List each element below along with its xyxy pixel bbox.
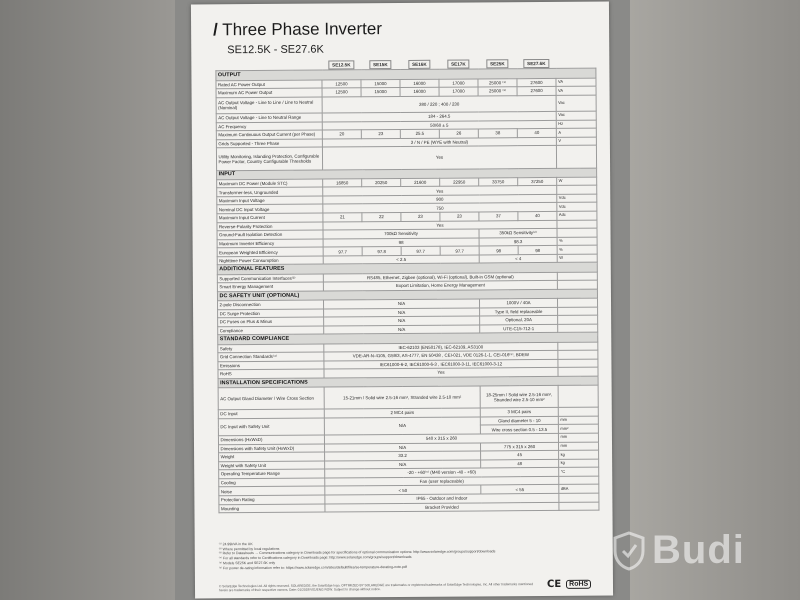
table-row: Protection Rating IP65 - Outdoor and Indoor [219,493,599,504]
page-subtitle: SE12.5K - SE27.6K [227,43,324,57]
table-row: DC Surge Protection N/A Type II, field replaceable [218,307,598,318]
table-row: AC Output Voltage - Line to Line / Line to Neutral (Nominal) 380 / 220 ; 400 / 230 Vac [216,95,596,114]
table-row: Cooling Fan (user replaceable) [219,476,599,487]
table-row: Nighttime Power Consumption < 2.5 < 4 W [217,254,597,265]
table-row: Safety IEC-62103 (EN50178), IEC-62109, AS3100 [218,342,598,353]
table-row: 2-pole Disconnection N/A 1000V / 40A [218,298,598,309]
page-title: / Three Phase Inverter [213,19,383,40]
table-row: Grids Supported - Three Phase 3 / N / PE (WYE with Neutral) V [216,137,596,148]
table-row: Transformer-less, Ungrounded Yes [217,185,597,196]
table-row: Dimensions (HxWxD) 540 x 315 x 260 mm [218,433,598,444]
table-row: DC Fuses on Plus & Minus N/A Optional, 20A [218,315,598,326]
footnote: ⁽⁴⁾ For all standards refer to Certifications category in Downloads page: http://www.solaredge.com/groups/support/downloads [218,555,412,561]
table-row: Mounting Bracket Provided [219,502,599,513]
section-dc-safety-unit: DC SAFETY UNIT (OPTIONAL) [217,289,597,301]
model-se15k: SE15K [369,60,392,69]
table-row: Weight with Safety Unit N/A 48 kg [219,459,599,470]
section-input: INPUT [217,168,597,180]
certification-marks [547,579,591,590]
watermark [612,528,745,573]
table-row: Reverse-Polarity Protection Yes [217,220,597,231]
table-row: AC Output Voltage - Line to Neutral Range 184 - 264.5 Vac [216,111,596,122]
watermark-text: Budi [652,528,745,572]
table-row: Maximum Input Voltage 900 Vdc [217,194,597,205]
table-row: Operating Temperature Range -20 - +60⁽⁶⁾ (M40 version -40 - +60) °C [219,467,599,478]
footnotes [219,540,599,571]
table-row: Maximum Input Current 21 22 23 23 37 40 Adc [217,211,597,222]
table-row: Rated AC Power Output 12500 15000 16000 17000 25000 ⁽¹⁾ 27600 VA [216,78,596,89]
rohs-mark-icon: RoHS [566,580,591,589]
table-row: Grid Connection Standards⁽⁴⁾ VDE-AR-N-4105, G59/3, AS-4777, EN 50438 , CEI-021, VDE 0126-1-1, CEI-016⁽⁵⁾, BDEW [218,350,598,361]
section-output: OUTPUT [216,69,596,81]
table-row: Emissions IEC61000-6-2, IEC61000-6-3 , IEC61000-3-11, IEC61000-3-12 [218,359,598,370]
datasheet-page [191,2,613,599]
table-row: Maximum Continuous Output Current (per Phase) 20 23 25.5 26 38 40 A [216,128,596,139]
copyright-notice: © SolarEdge Technologies Ltd. All rights reserved. SOLAREDGE, the SolarEdge logo, OPTIMIZED BY SOLAREDGE are trademarks or registered trademarks of SolarEdge Technologies, Inc. All other trademarks mentioned herein are trademarks of their respective owners. Date: 01/2018/V01/ENG ROW. Subject to change without notice. [218,582,533,593]
background-left [0,0,175,600]
table-row: Compliance N/A UTE-C15-712-1 [218,324,598,335]
footnote: ⁽⁵⁾ Models SE25K and SE27.6K only [218,560,276,566]
ce-mark-icon: CE [546,578,562,590]
table-row: Supported Communication Interfaces⁽³⁾ RS485, Ethernet, Zigbee (optional), Wi-Fi (optional), Built-in GSM (optional) [217,272,597,283]
table-row: Smart Energy Management Export Limitation, Home Energy Management [217,280,597,291]
model-se17k: SE17K [447,59,470,68]
table-row: Ground-Fault Isolation Detection 700kΩ Sensitivity 350kΩ Sensitivity⁽²⁾ [217,228,597,239]
section-additional-features: ADDITIONAL FEATURES [217,263,597,275]
shield-logo-icon [612,531,646,571]
table-row: Maximum AC Power Output 12500 15000 16000 17000 25000 ⁽¹⁾ 27600 VA [216,86,596,97]
table-row: RoHS Yes [218,367,598,378]
table-row: AC Frequency 50/60 ± 5 Hz [216,120,596,131]
footnote: ⁽²⁾ Where permitted by local regulations [218,546,280,552]
table-row: DC Input 2 MC4 pairs 3 MC4 pairs [218,407,598,418]
model-se27-6k: SE27.6K [523,59,549,68]
table-row: DC Input with Safety Unit N/A Gland diameter 5 - 10 mm [218,416,598,427]
model-se16k: SE16K [408,59,431,68]
footnote: ⁽³⁾ Refer to Datasheets → Communications category in Downloads page for specifications of optional communication options: http://www.solaredge.com/groups/support/downloads [218,549,496,556]
table-row: Wire cross section 0.5 - 13.5 mm² [218,424,598,435]
spec-table [215,58,599,514]
table-row: Dimensions with Safety Unit (HxWxD) N/A 775 x 315 x 260 mm [219,442,599,453]
table-row: Nominal DC Input Voltage 750 Vdc [217,203,597,214]
table-row: Maximum Inverter Efficiency 98 98.3 % [217,237,597,248]
table-row: Maximum DC Power (Module STC) 16850 20250 21600 22950 33750 37250 W [217,177,597,188]
table-row: Weight 33.2 45 kg [219,450,599,461]
footnote: ⁽¹⁾ 24.99kVA in the UK [218,542,253,547]
background-right [630,0,800,600]
table-row: Noise < 50 < 55 dBA [219,485,599,496]
table-row: European Weighted Efficiency 97.7 97.8 97.7 97.7 98 98 % [217,245,597,256]
model-se25k: SE25K [486,59,509,68]
model-se12-5k: SE12.5K [328,60,354,69]
footnote: ⁽⁶⁾ For power de-rating information refer to: https://www.solaredge.com/sites/default/files/se-temperature-derating-note.pdf [218,564,407,570]
section-standard-compliance: STANDARD COMPLIANCE [218,332,598,344]
table-row: AC Output Gland Diameter / Wire Cross Section 15-21mm / Solid wire 2.5-16 mm², Stranded wire 2.5-10 mm² 18-25mm / Solid wire 2.5-16 mm², Stranded wire 2.5-10 mm² [218,385,598,410]
section-installation-specifications: INSTALLATION SPECIFICATIONS [218,376,598,388]
table-row: Utility Monitoring, Islanding Protection, Configurable Power Factor, Country Configurable Thresholds Yes [216,145,596,170]
